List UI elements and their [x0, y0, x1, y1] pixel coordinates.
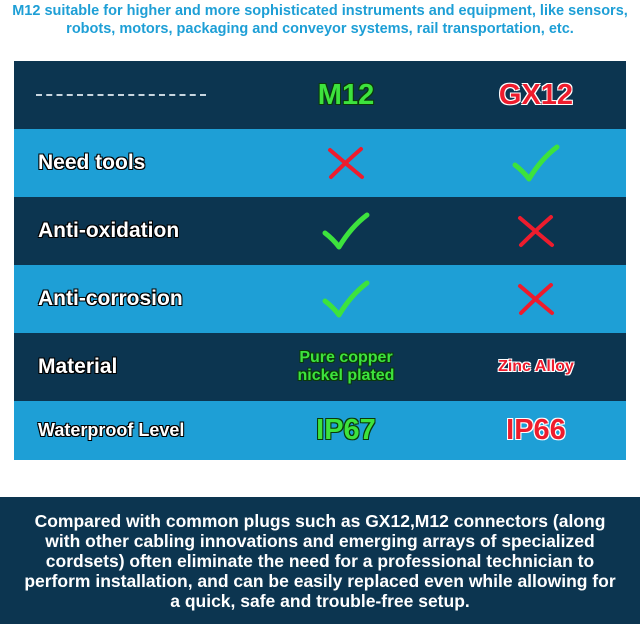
intro-caption: M12 suitable for higher and more sophisticated instruments and equipment, like sensors, robots, motors, packaging and conveyor systems, rail transportation, etc. — [12, 3, 628, 37]
table-row — [14, 197, 626, 265]
row-label-anti-corrosion: Anti-corrosion — [38, 287, 183, 310]
check-icon — [456, 129, 616, 197]
cross-icon — [456, 197, 616, 265]
row-label-need-tools: Need tools — [38, 151, 146, 174]
footer-text: Compared with common plugs such as GX12,M12 connectors (along with other cabling innovations and emerging arrays of specialized cordsets) often eliminate the need for a professional technician to perform installation, and can be easily replaced even while allowing for a quick, safe and trouble-free setup. — [24, 510, 616, 611]
waterproof-m12: IP67 — [316, 414, 376, 446]
header-dashed-divider — [36, 94, 206, 96]
row-label-anti-oxidation: Anti-oxidation — [38, 219, 180, 242]
material-m12 — [266, 333, 426, 401]
column-header-m12: M12 — [317, 78, 375, 111]
material-m12-line1: Pure copper — [299, 349, 393, 366]
table-row — [14, 333, 626, 401]
row-label-waterproof-level: Waterproof Level — [38, 420, 185, 440]
table-row — [14, 129, 626, 197]
cross-icon — [456, 265, 616, 333]
table-row — [14, 265, 626, 333]
material-gx12: Zinc Alloy — [498, 358, 574, 375]
check-icon — [266, 265, 426, 333]
row-label-material: Material — [38, 355, 118, 378]
table-header-row — [14, 61, 626, 129]
cross-icon — [266, 129, 426, 197]
comparison-table — [14, 61, 626, 460]
check-icon — [266, 197, 426, 265]
footer-panel — [0, 497, 640, 624]
waterproof-gx12: IP66 — [506, 414, 566, 446]
table-row — [14, 401, 626, 460]
material-m12-line2: nickel plated — [297, 367, 395, 384]
column-header-gx12: GX12 — [498, 78, 574, 111]
